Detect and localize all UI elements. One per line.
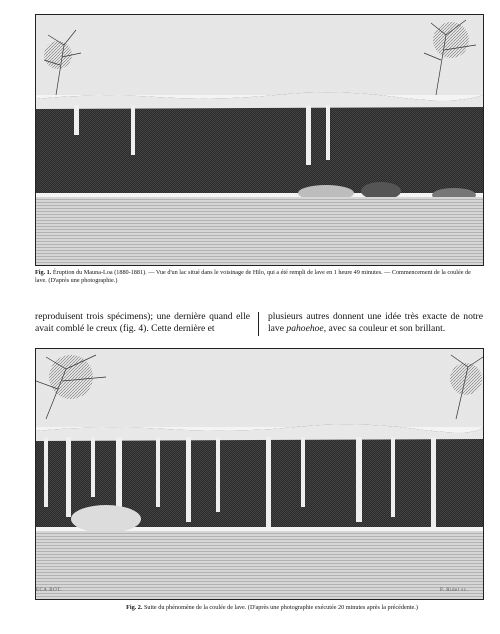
engraver-signature-right: P. Ridel sc. xyxy=(440,588,469,593)
figure-1-caption-text: Éruption du Mauna-Loa (1880-1881). — Vue d'un lac situé dans le voisinage de Hilo, qui a été rempli de lave en 1 heure 49 minutes. — Commencement de la coulée de lave. (D'après une photographie.) xyxy=(35,269,471,284)
lava-lake-illustration-2 xyxy=(36,349,483,599)
body-text-left-column: reproduisent trois spécimens); une dernière quand elle avait comblé le creux (fig. 4). Cette dernière et xyxy=(35,311,250,334)
right-column-italic-term: pahoehoe xyxy=(286,322,324,334)
figure-2-caption xyxy=(62,604,482,612)
figure-1-caption xyxy=(35,269,480,285)
body-text-right-column xyxy=(268,311,483,334)
engraver-signature-left: ECA.BOT. xyxy=(36,588,63,593)
right-column-text-start: plusieurs autres donnent une idée très exacte de notre lave xyxy=(268,311,483,334)
figure-1-engraving xyxy=(35,14,484,266)
lava-lake-illustration-1 xyxy=(36,15,483,265)
right-column-text-end: , avec sa couleur et son brillant. xyxy=(323,322,446,334)
figure-2-caption-text: Suite du phénomène de la coulée de lave. (D'après une photographie exécutée 20 minutes après la précédente.) xyxy=(142,604,418,611)
column-divider xyxy=(258,312,259,336)
figure-2-caption-ref: Fig. 2. xyxy=(126,604,143,611)
figure-1-caption-ref: Fig. 1. xyxy=(35,269,52,276)
figure-2-engraving xyxy=(35,348,484,600)
